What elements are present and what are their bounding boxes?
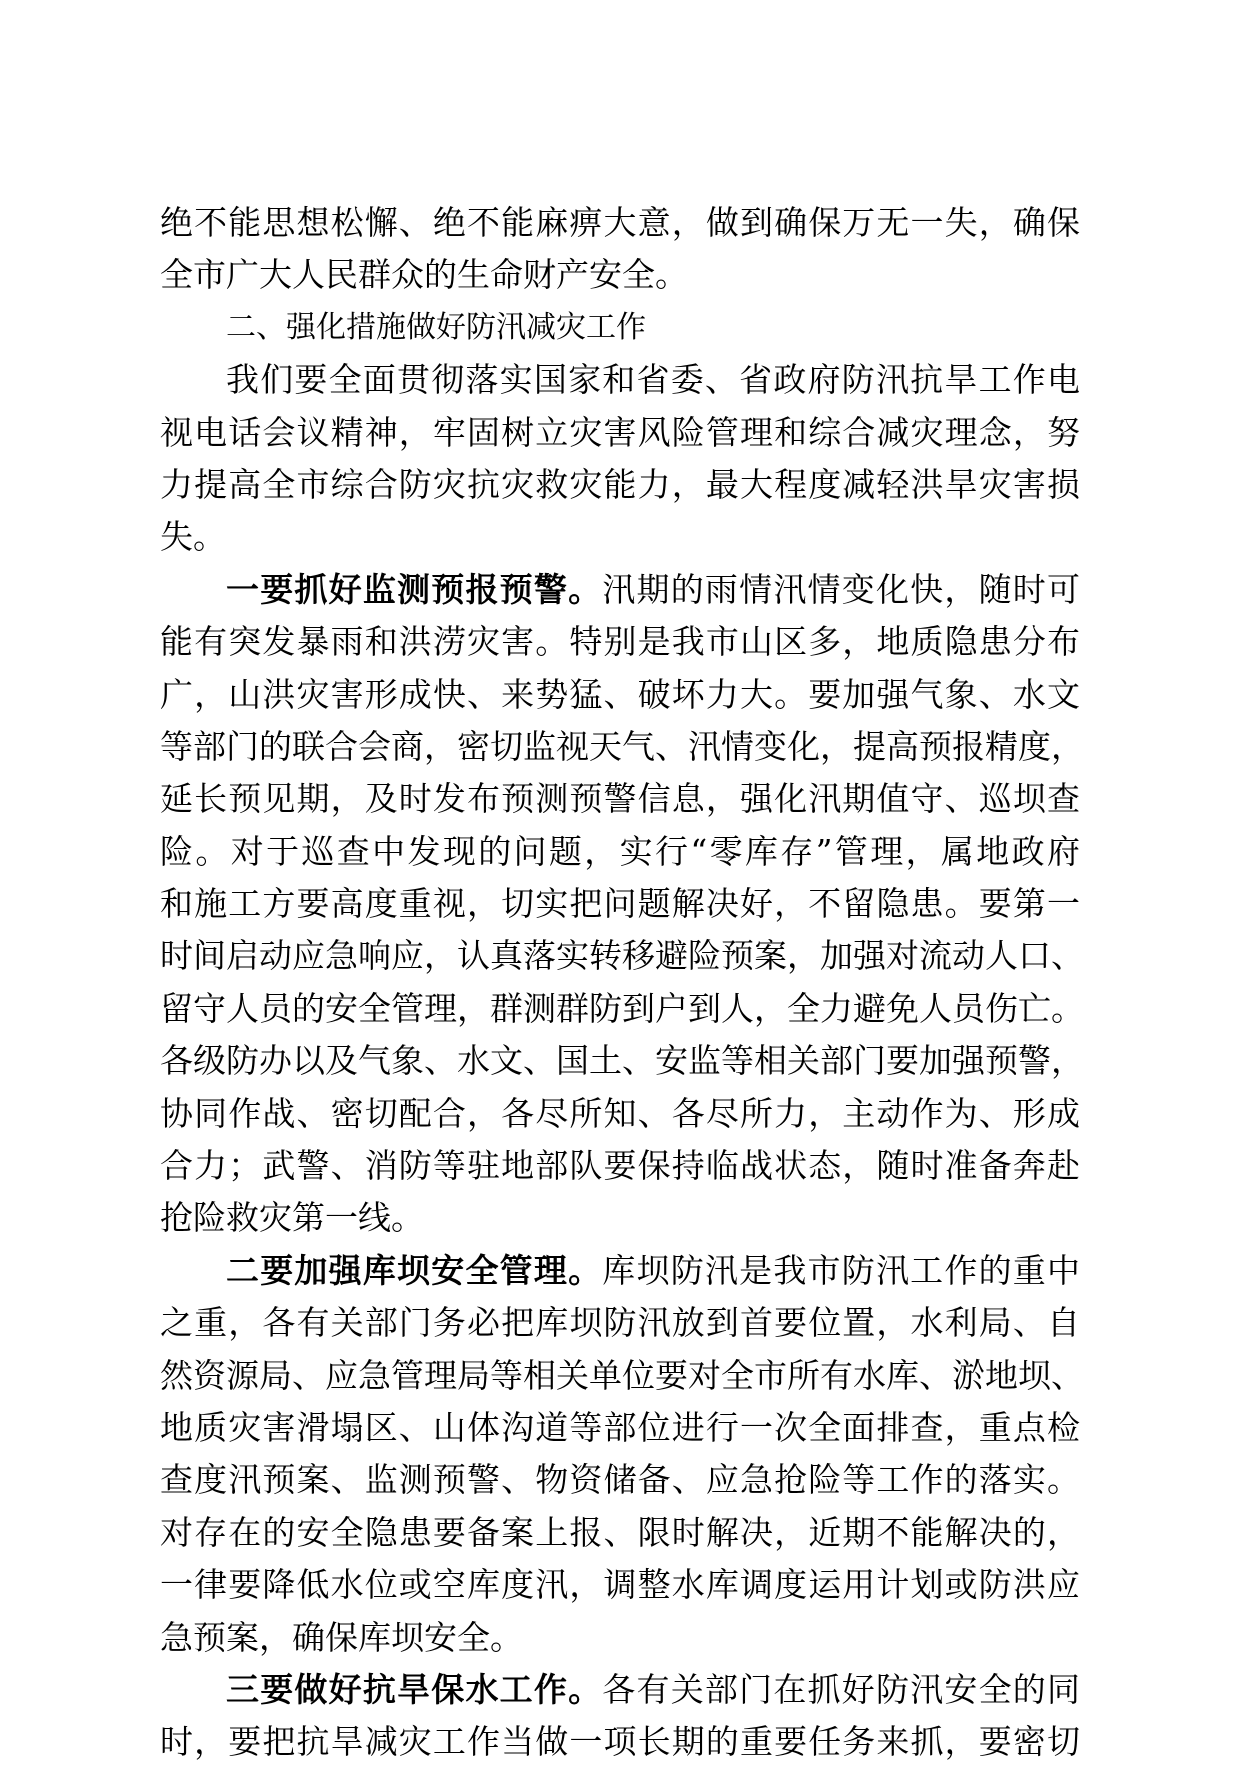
text-run: 各有关部门在抓好防汛安全的同 bbox=[602, 1669, 1081, 1709]
text-line: 广，山洪灾害形成快、来势猛、破坏力大。要加强气象、水文 bbox=[160, 674, 1080, 714]
paragraph-lead-line bbox=[160, 1245, 1080, 1297]
text-line: 延长预见期，及时发布预测预警信息，强化汛期值守、巡坝查 bbox=[160, 779, 1080, 819]
paragraph-lead: 二要加强库坝安全管理。 bbox=[226, 1250, 603, 1290]
text-line: 抢险救灾第一线。 bbox=[160, 1198, 424, 1238]
paragraph-lead: 一要抓好监测预报预警。 bbox=[226, 569, 603, 609]
text-line: 能有突发暴雨和洪涝灾害。特别是我市山区多，地质隐患分布 bbox=[160, 622, 1080, 662]
text-line: 一律要降低水位或空库度汛，调整水库调度运用计划或防洪应 bbox=[160, 1565, 1080, 1605]
document-body bbox=[160, 197, 1084, 1769]
text-line: 全市广大人民群众的生命财产安全。 bbox=[160, 255, 688, 295]
paragraph-lead-line bbox=[160, 564, 1080, 616]
text-line: 对存在的安全隐患要备案上报、限时解决，近期不能解决的， bbox=[160, 1512, 1080, 1552]
text-line: 地质灾害滑塌区、山体沟道等部位进行一次全面排查，重点检 bbox=[160, 1407, 1080, 1447]
text-line: 我们要全面贯彻落实国家和省委、省政府防汛抗旱工作电 bbox=[226, 360, 1080, 400]
text-line: 之重，各有关部门务必把库坝防汛放到首要位置，水利局、自 bbox=[160, 1303, 1080, 1343]
section-heading: 二、强化措施做好防汛减灾工作 bbox=[226, 309, 646, 345]
text-line: 力提高全市综合防灾抗灾救灾能力，最大程度减轻洪旱灾害损 bbox=[160, 464, 1080, 504]
text-line: 留守人员的安全管理，群测群防到户到人，全力避免人员伤亡。 bbox=[160, 988, 1084, 1028]
text-line: 协同作战、密切配合，各尽所知、各尽所力，主动作为、形成 bbox=[160, 1093, 1080, 1133]
paragraph-lead: 三要做好抗旱保水工作。 bbox=[226, 1669, 603, 1709]
text-line: 等部门的联合会商，密切监视天气、汛情变化，提高预报精度， bbox=[160, 726, 1084, 766]
text-line: 和施工方要高度重视，切实把问题解决好，不留隐患。要第一 bbox=[160, 884, 1080, 924]
text-run: 库坝防汛是我市防汛工作的重中 bbox=[602, 1250, 1081, 1290]
text-line: 险。对于巡查中发现的问题，实行“零库存”管理，属地政府 bbox=[160, 831, 1080, 871]
text-line: 绝不能思想松懈、绝不能麻痹大意，做到确保万无一失，确保 bbox=[160, 203, 1080, 242]
text-line: 查度汛预案、监测预警、物资储备、应急抢险等工作的落实。 bbox=[160, 1460, 1080, 1500]
text-run: 汛期的雨情汛情变化快，随时可 bbox=[602, 569, 1081, 609]
text-line: 合力；武警、消防等驻地部队要保持临战状态，随时准备奔赴 bbox=[160, 1146, 1080, 1186]
text-line: 然资源局、应急管理局等相关单位要对全市所有水库、淤地坝、 bbox=[160, 1355, 1084, 1395]
text-line: 时间启动应急响应，认真落实转移避险预案，加强对流动人口、 bbox=[160, 936, 1084, 976]
text-line: 急预案，确保库坝安全。 bbox=[160, 1617, 523, 1657]
text-line: 各级防办以及气象、水文、国土、安监等相关部门要加强预警， bbox=[160, 1041, 1084, 1081]
text-line: 失。 bbox=[160, 517, 226, 557]
paragraph-lead-line bbox=[160, 1664, 1080, 1716]
text-line: 视电话会议精神，牢固树立灾害风险管理和综合减灾理念，努 bbox=[160, 412, 1080, 452]
text-line: 时，要把抗旱减灾工作当做一项长期的重要任务来抓，要密切 bbox=[160, 1722, 1080, 1762]
